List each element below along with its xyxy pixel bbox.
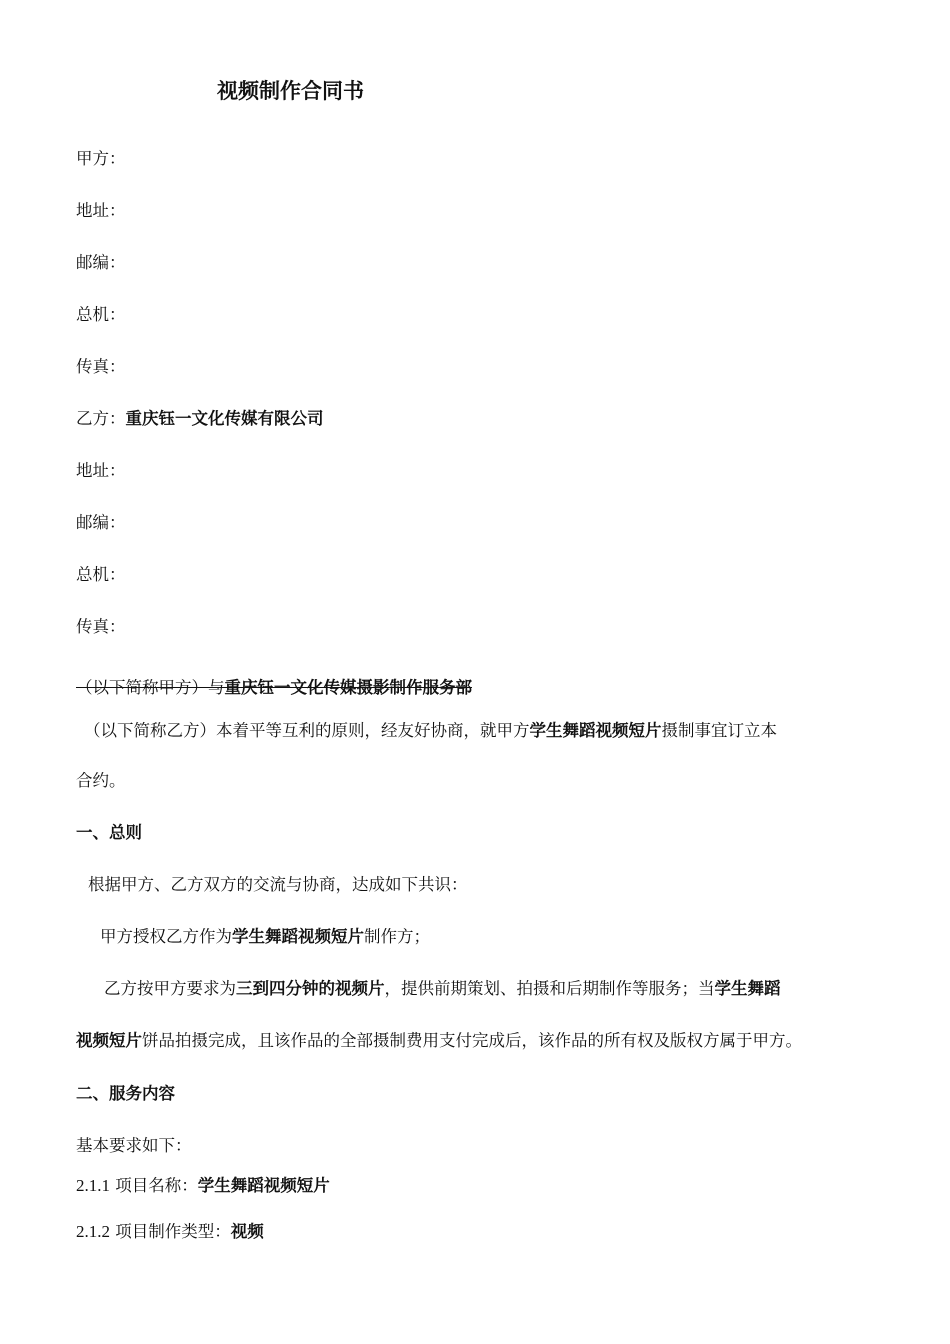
party-a-postcode: 邮编： [76, 253, 126, 272]
intro-party-b-full-name: 重庆钰一文化传媒摄影制作服务部 [224, 678, 472, 697]
section-1-project-name-part: 学生舞蹈 [714, 979, 781, 998]
section-1-services-text: ，提供前期策划、拍摄和后期制作等服务；当 [384, 979, 715, 998]
section-1-paragraph-2 [100, 926, 430, 948]
party-a-phone: 总机： [76, 305, 126, 324]
item-2-value: 视频 [230, 1222, 264, 1241]
item-2-number: 2.1.2 [76, 1222, 110, 1241]
party-b-postcode: 邮编： [76, 513, 126, 532]
section-1-project-name-part-2: 视频短片 [76, 1031, 142, 1050]
party-a-fax: 传真： [76, 357, 126, 376]
intro-text-end: 摄制事宜订立本 [661, 721, 777, 740]
section-2-paragraph-1: 基本要求如下： [76, 1136, 192, 1155]
document-title: 视频制作合同书 [217, 79, 364, 103]
party-a-address: 地址： [76, 201, 126, 220]
section-1-heading: 一、总则 [76, 823, 142, 842]
party-b-phone: 总机： [76, 565, 126, 584]
party-a-label: 甲方： [76, 149, 126, 168]
intro-paragraph-1 [76, 677, 472, 699]
section-1-text: 甲方授权乙方作为 [100, 927, 232, 946]
section-1-text-end: 制作方； [364, 927, 430, 946]
party-b-address: 地址： [76, 461, 126, 480]
section-1-ownership-text: 饼品拍摄完成，且该作品的全部摄制费用支付完成后，该作品的所有权及版权方属于甲方。 [142, 1031, 802, 1050]
intro-paragraph-2 [84, 720, 777, 742]
item-2-label: 项目制作类型： [110, 1222, 231, 1241]
section-1-paragraph-4 [76, 1030, 802, 1052]
party-b-line [76, 408, 324, 430]
item-1-number: 2.1.1 [76, 1176, 110, 1195]
intro-project-name: 学生舞蹈视频短片 [529, 721, 662, 740]
item-1-label: 项目名称： [110, 1176, 198, 1195]
intro-struck-text: （以下简称甲方）与 [76, 678, 225, 697]
section-2-item-2 [76, 1221, 264, 1243]
section-1-project-name: 学生舞蹈视频短片 [232, 927, 364, 946]
section-2-heading: 二、服务内容 [76, 1084, 175, 1103]
party-b-fax: 传真： [76, 617, 126, 636]
item-1-value: 学生舞蹈视频短片 [197, 1176, 330, 1195]
section-1-video-length: 三到四分钟的视频片 [236, 979, 385, 998]
party-b-name: 重庆钰一文化传媒有限公司 [125, 409, 324, 428]
section-1-paragraph-1: 根据甲方、乙方双方的交流与协商，达成如下共识： [88, 875, 468, 894]
party-b-label: 乙方： [76, 409, 126, 428]
intro-paragraph-3: 合约。 [76, 771, 126, 790]
section-2-item-1 [76, 1175, 330, 1197]
intro-text: （以下简称乙方）本着平等互利的原则，经友好协商，就甲方 [84, 721, 530, 740]
section-1-text: 乙方按甲方要求为 [104, 979, 236, 998]
section-1-paragraph-3 [104, 978, 781, 1000]
